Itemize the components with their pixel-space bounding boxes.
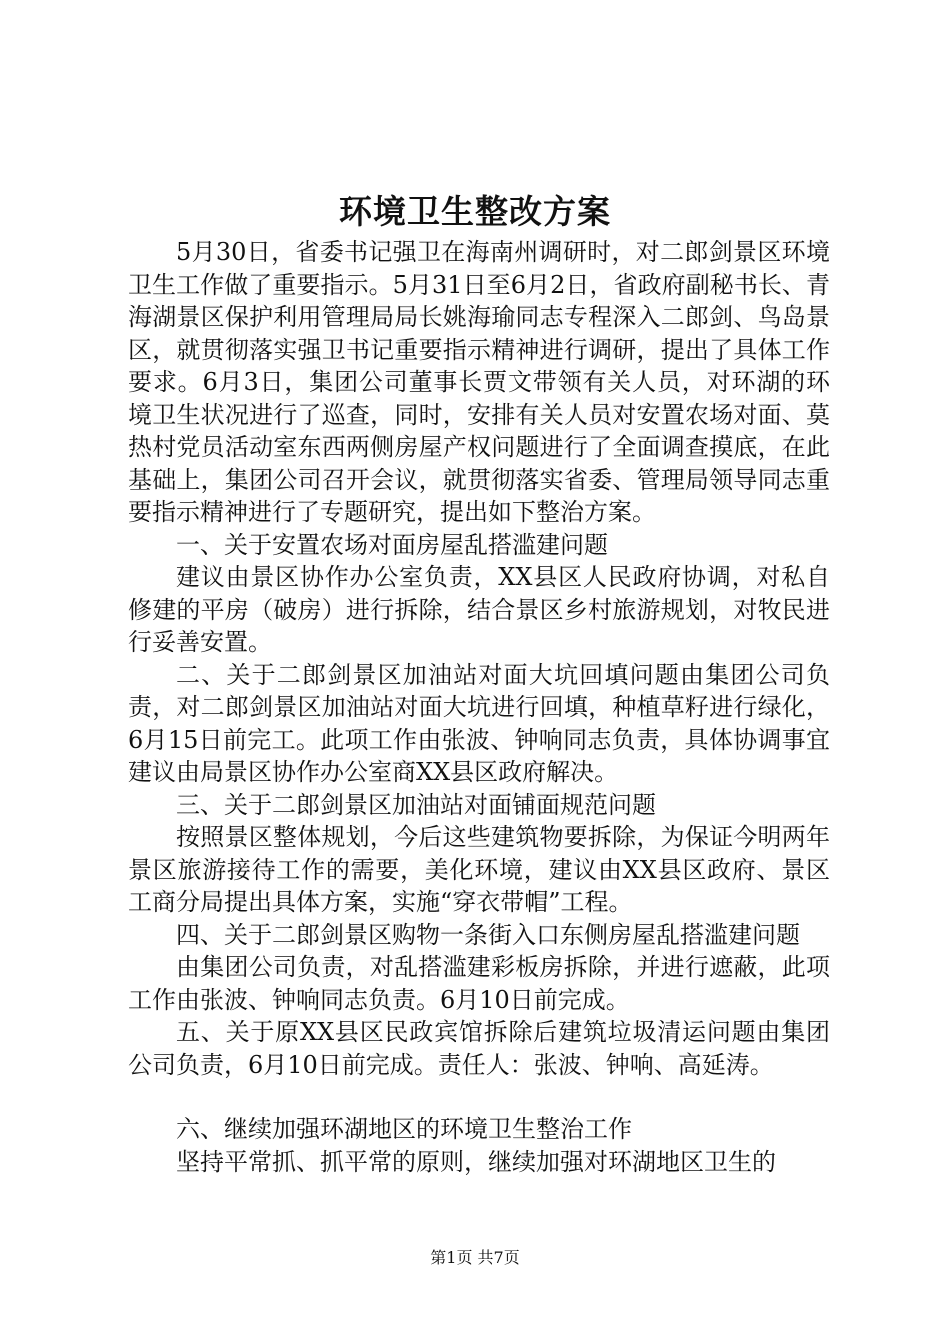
paragraph-section-1: 建议由景区协作办公室负责，XX县区人民政府协调，对私自修建的平房（破房）进行拆除，结合景区乡村旅游规划，对牧民进行妥善安置。 (128, 563, 830, 656)
paragraph-intro: 5月30日，省委书记强卫在海南州调研时，对二郎剑景区环境卫生工作做了重要指示。5月31日至6月2日，省政府副秘书长、青海湖景区保护利用管理局局长姚海瑜同志专程深入二郎剑、鸟岛景区，就贯彻落实强卫书记重要指示精神进行调研，提出了具体工作要求。6月3日，集团公司董事长贾文带领有关人员，对环湖的环境卫生状况进行了巡查，同时，安排有关人员对安置农场对面、莫热村党员活动室东西两侧房屋产权问题进行了全面调查摸底，在此基础上，集团公司召开会议，就贯彻落实省委、管理局领导同志重要指示精神进行了专题研究，提出如下整治方案。 (128, 238, 830, 526)
paragraph-section-6: 坚持平常抓、抓平常的原则，继续加强对环湖地区卫生的 (176, 1147, 776, 1176)
section-heading-3: 三、关于二郎剑景区加油站对面铺面规范问题 (176, 790, 656, 819)
section-heading-2: 二、关于二郎剑景区加油站对面大坑回填问题由集团公司负责，对二郎剑景区加油站对面大坑进行回填，种植草籽进行绿化，6月15日前完工。此项工作由张波、钟响同志负责，具体协调事宜建议由局景区协作办公室商XX县区政府解决。 (128, 660, 830, 786)
page-footer: 第1页 共7页 (430, 1248, 520, 1267)
section-heading-4: 四、关于二郎剑景区购物一条街入口东侧房屋乱搭滥建问题 (176, 920, 800, 949)
section-heading-1: 一、关于安置农场对面房屋乱搭滥建问题 (176, 530, 608, 559)
section-heading-5: 五、关于原XX县区民政宾馆拆除后建筑垃圾清运问题由集团公司负责，6月10日前完成。责任人：张波、钟响、高延涛。 (128, 1018, 830, 1079)
paragraph-section-4: 由集团公司负责，对乱搭滥建彩板房拆除，并进行遮蔽，此项工作由张波、钟响同志负责。6月10日前完成。 (128, 953, 830, 1014)
document-body (128, 236, 830, 1178)
document-title: 环境卫生整改方案 (339, 192, 611, 231)
paragraph-section-3: 按照景区整体规划，今后这些建筑物要拆除，为保证今明两年景区旅游接待工作的需要，美化环境，建议由XX县区政府、景区工商分局提出具体方案，实施“穿衣带帽”工程。 (128, 823, 830, 916)
section-heading-6: 六、继续加强环湖地区的环境卫生整治工作 (176, 1115, 632, 1143)
